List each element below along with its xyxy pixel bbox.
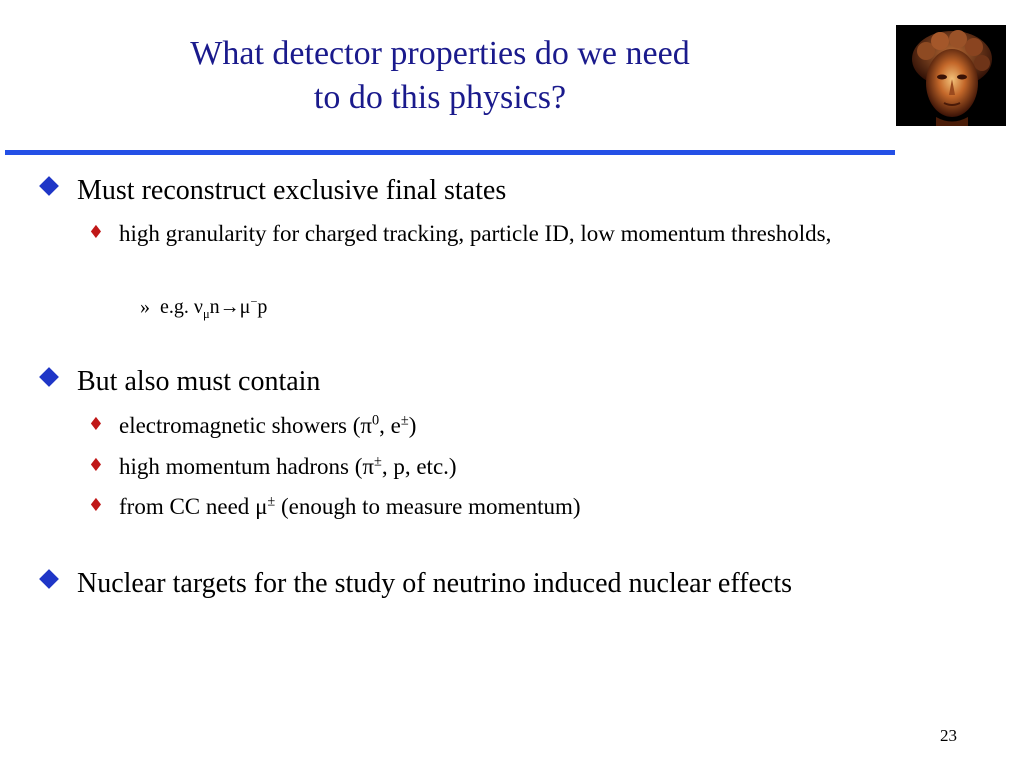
pion-symbol: π (362, 454, 375, 479)
example-lead: e.g. (160, 296, 194, 318)
bullet-1-text: Must reconstruct exclusive final states (77, 175, 507, 206)
pion-symbol: π (360, 413, 373, 438)
neutrino-symbol: ν (193, 296, 203, 318)
bullet-2-sub-3-text (119, 492, 581, 522)
pion-charge: ± (374, 453, 382, 470)
chevron-bullet-icon: » (140, 296, 150, 318)
bullet-3 (42, 564, 872, 604)
muon-symbol: μ (255, 494, 268, 519)
bust-logo-icon (896, 25, 1006, 126)
bullet-2-text: But also must contain (77, 366, 321, 397)
diamond-bullet-icon (39, 176, 59, 196)
proton-symbol: p (257, 296, 268, 318)
slide-title (60, 32, 820, 120)
bullet-2-sub-2-text (119, 452, 457, 482)
red-diamond-bullet-icon: ♦ (87, 495, 105, 516)
bullet-3-text: Nuclear targets for the study of neutrino induced nuclear effects (77, 568, 793, 599)
red-diamond-bullet-icon: ♦ (87, 414, 105, 435)
bullet-2-sub-1 (86, 411, 886, 441)
diamond-bullet-icon (39, 569, 59, 589)
page-number: 23 (940, 726, 957, 745)
bullet-1 (42, 171, 882, 211)
electron-charge: ± (400, 412, 409, 429)
muon-symbol: μ (239, 296, 251, 318)
red-diamond-bullet-icon: ♦ (87, 222, 105, 243)
bullet-2-sub-1-text (119, 411, 416, 441)
pion-charge: 0 (372, 412, 380, 429)
diamond-bullet-icon (39, 367, 59, 387)
bullet-1-example-text (160, 295, 267, 319)
bust-logo-image (896, 25, 1006, 126)
bullet-2-sub-2 (86, 452, 886, 482)
bullet-2-sub-3 (86, 492, 886, 522)
text-part: electromagnetic showers ( (119, 413, 361, 438)
muon-charge: ± (267, 493, 276, 510)
text-part: ) (408, 413, 417, 438)
red-diamond-bullet-icon: ♦ (87, 455, 105, 476)
slide-title-line-1: What detector properties do we need (190, 35, 690, 72)
bullet-1-sub-1 (86, 219, 886, 249)
neutrino-flavor: μ (202, 307, 210, 321)
text-part: high momentum hadrons ( (119, 454, 363, 479)
text-part: (enough to measure momentum) (275, 494, 581, 519)
bullet-1-sub-1-text: high granularity for charged tracking, particle ID, low momentum thresholds, (119, 221, 832, 246)
bullet-1-example (140, 295, 540, 319)
slide-title-line-2: to do this physics? (313, 79, 567, 116)
neutron-symbol: n (209, 296, 220, 318)
muon-charge: − (250, 294, 258, 309)
title-divider (5, 150, 895, 155)
text-part: , e (379, 413, 401, 438)
bullet-2 (42, 362, 882, 402)
text-part: from CC need (119, 494, 256, 519)
arrow-icon: → (219, 296, 240, 318)
text-part: , p, etc.) (381, 454, 457, 479)
